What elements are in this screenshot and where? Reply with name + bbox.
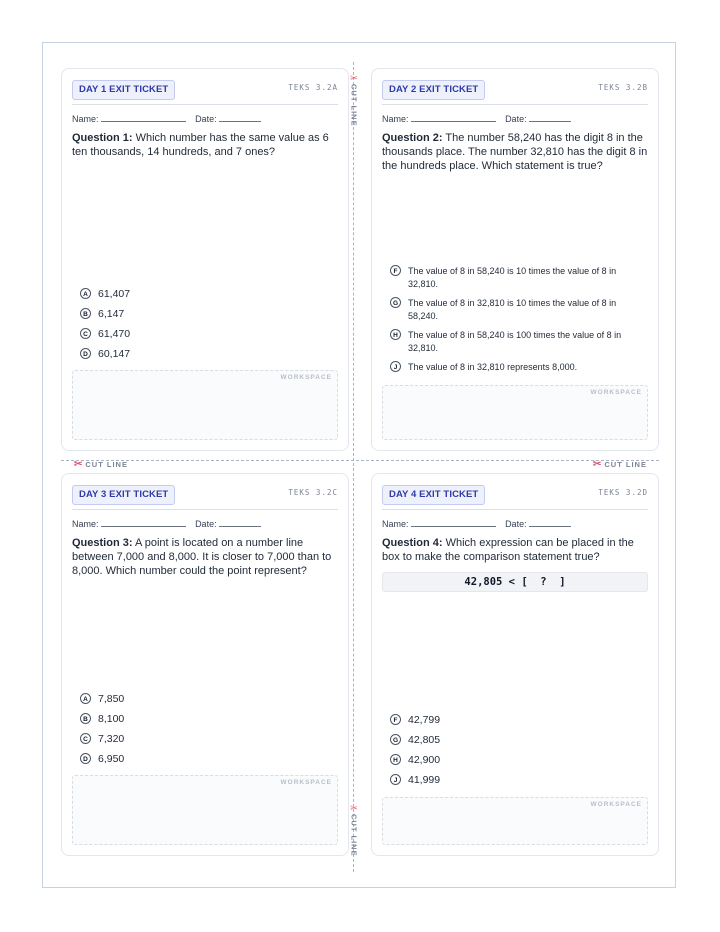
name-label: Name: — [382, 114, 409, 124]
workspace-area[interactable] — [382, 385, 648, 440]
scissors-icon: ✂ — [350, 803, 358, 813]
answer-choices — [80, 288, 338, 368]
date-label: Date: — [195, 114, 217, 124]
choice-h[interactable]: H 42,900 — [390, 754, 648, 767]
choice-f[interactable]: F 42,799 — [390, 714, 648, 727]
date-label: Date: — [195, 519, 217, 529]
exit-ticket-day-1 — [61, 68, 349, 451]
ticket-title: DAY 4 EXIT TICKET — [382, 485, 485, 505]
teks-code: TEKS 3.2C — [288, 488, 338, 497]
workspace-label: WORKSPACE — [280, 779, 332, 786]
choice-c[interactable]: C 61,470 — [80, 328, 338, 341]
workspace-label: WORKSPACE — [280, 374, 332, 381]
ticket-title: DAY 2 EXIT TICKET — [382, 80, 485, 100]
question — [382, 131, 650, 173]
cut-marker-right — [593, 460, 647, 470]
teks-code: TEKS 3.2A — [288, 83, 338, 92]
choice-h[interactable]: H The value of 8 in 58,240 is 100 times the value of 8 in 32,810. — [390, 329, 648, 355]
teks-code: TEKS 3.2D — [598, 488, 648, 497]
workspace-area[interactable] — [72, 370, 338, 440]
question — [382, 536, 650, 564]
name-field[interactable] — [101, 113, 186, 122]
question-label: Question 3: — [72, 537, 133, 549]
cut-marker-bottom — [348, 803, 360, 857]
name-field[interactable] — [101, 518, 186, 527]
cut-label: CUT LINE — [349, 814, 359, 857]
date-field[interactable] — [219, 113, 261, 122]
question-text: A point is located on a number line between 7,000 and 8,000. It is closer to 7,000 than to 8,000. Which number could the point represent? — [72, 537, 332, 577]
answer-choices — [390, 265, 648, 380]
date-field[interactable] — [529, 518, 571, 527]
horizontal-cut-line — [61, 460, 659, 461]
comparison-expression: 42,805 < [ ? ] — [382, 572, 648, 592]
scissors-icon: ✂ — [74, 459, 84, 470]
choice-d[interactable]: D 60,147 — [80, 348, 338, 361]
cut-marker-left — [74, 460, 128, 470]
name-date-row — [72, 113, 261, 124]
question — [72, 131, 340, 159]
name-label: Name: — [72, 114, 99, 124]
question — [72, 536, 340, 578]
ticket-title: DAY 1 EXIT TICKET — [72, 80, 175, 100]
choice-a[interactable]: A 61,407 — [80, 288, 338, 301]
choice-j[interactable]: J The value of 8 in 32,810 represents 8,000. — [390, 361, 648, 374]
cut-label: CUT LINE — [604, 460, 647, 469]
name-label: Name: — [72, 519, 99, 529]
ticket-title: DAY 3 EXIT TICKET — [72, 485, 175, 505]
question-label: Question 4: — [382, 537, 443, 549]
choice-d[interactable]: D 6,950 — [80, 753, 338, 766]
choice-c[interactable]: C 7,320 — [80, 733, 338, 746]
choice-g[interactable]: G The value of 8 in 32,810 is 10 times the value of 8 in 58,240. — [390, 297, 648, 323]
question-text: Which expression can be placed in the box to make the comparison statement true? — [382, 537, 634, 563]
choice-g[interactable]: G 42,805 — [390, 734, 648, 747]
answer-choices — [390, 714, 648, 794]
cut-label: CUT LINE — [85, 460, 128, 469]
name-date-row — [382, 518, 571, 529]
name-date-row — [382, 113, 571, 124]
name-date-row — [72, 518, 261, 529]
exit-ticket-day-3 — [61, 473, 349, 856]
name-field[interactable] — [411, 113, 496, 122]
question-text: Which number has the same value as 6 ten thousands, 14 hundreds, and 7 ones? — [72, 132, 329, 158]
choice-f[interactable]: F The value of 8 in 58,240 is 10 times the value of 8 in 32,810. — [390, 265, 648, 291]
cut-marker-top — [348, 73, 360, 127]
choice-a[interactable]: A 7,850 — [80, 693, 338, 706]
question-label: Question 1: — [72, 132, 133, 144]
answer-choices — [80, 693, 338, 773]
workspace-area[interactable] — [72, 775, 338, 845]
scissors-icon: ✂ — [350, 73, 358, 83]
cut-label: CUT LINE — [349, 84, 359, 127]
workspace-area[interactable] — [382, 797, 648, 845]
date-label: Date: — [505, 519, 527, 529]
choice-b[interactable]: B 6,147 — [80, 308, 338, 321]
date-label: Date: — [505, 114, 527, 124]
question-text: The number 58,240 has the digit 8 in the thousands place. The number 32,810 has the digit 8 in the hundreds place. Which statement is true? — [382, 132, 648, 172]
exit-ticket-day-2 — [371, 68, 659, 451]
choice-j[interactable]: J 41,999 — [390, 774, 648, 787]
question-label: Question 2: — [382, 132, 443, 144]
vertical-cut-line — [353, 62, 354, 872]
workspace-label: WORKSPACE — [590, 389, 642, 396]
date-field[interactable] — [529, 113, 571, 122]
teks-code: TEKS 3.2B — [598, 83, 648, 92]
choice-b[interactable]: B 8,100 — [80, 713, 338, 726]
date-field[interactable] — [219, 518, 261, 527]
name-field[interactable] — [411, 518, 496, 527]
exit-ticket-day-4 — [371, 473, 659, 856]
workspace-label: WORKSPACE — [590, 801, 642, 808]
name-label: Name: — [382, 519, 409, 529]
scissors-icon: ✂ — [593, 459, 603, 470]
